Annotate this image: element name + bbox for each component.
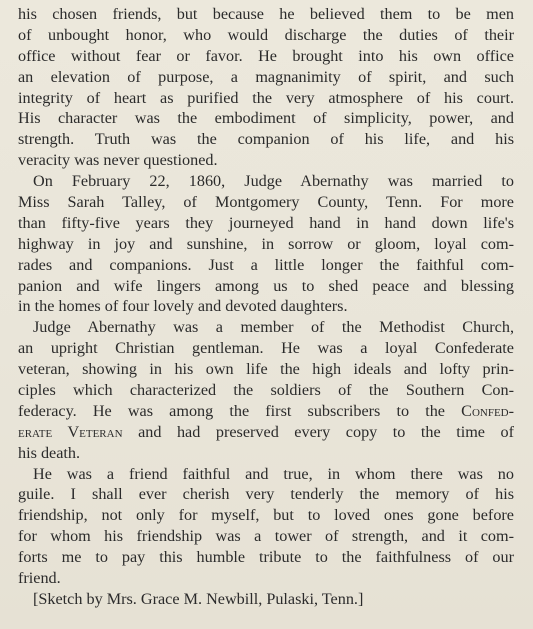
text-line: forts me to pay this humble tribute to the faithfulness of our: [18, 548, 514, 567]
text-line: his death.: [18, 443, 81, 462]
author-credit: [Sketch by Mrs. Grace M. Newbill, Pulaski, Tenn.]: [33, 589, 364, 608]
text-line: an upright Christian gentleman. He was a loyal Confederate: [18, 339, 514, 358]
text-line: Judge Abernathy was a member of the Methodist Church,: [33, 318, 514, 337]
text-line: office without fear or favor. He brought into his own office: [18, 46, 514, 65]
text-line: ciples which characterized the soldiers of the Southern Con-: [18, 381, 514, 400]
text-line: his chosen friends, but because he believed them to be men: [18, 5, 514, 23]
text-line: friend.: [18, 569, 61, 588]
text-line: He was a friend faithful and true, in whom there was no: [33, 464, 514, 483]
text-line: veteran, showing in his own life the high ideals and lofty prin-: [18, 360, 514, 379]
paragraph-tribute: [18, 464, 514, 589]
text-line: panion and wife lingers among us to shed peace and blessing: [18, 276, 514, 295]
text-line: rades and companions. Just a little longer the faithful com-: [18, 255, 514, 274]
line-text: and had preserved every copy to the time of: [138, 422, 514, 441]
text-line: His character was the embodiment of simplicity, power, and: [18, 109, 514, 128]
paragraph-church-veteran: [18, 317, 514, 463]
text-line: friendship, not only for myself, but to loved ones gone before: [18, 506, 514, 525]
text-line: integrity of heart as purified the very atmosphere of his court.: [18, 88, 514, 107]
text-line: guile. I shall ever cherish very tenderly the memory of his: [18, 485, 514, 504]
text-line: strength. Truth was the companion of his life, and his: [18, 130, 514, 149]
text-line: Miss Sarah Talley, of Montgomery County, Tenn. For more: [18, 193, 514, 212]
paragraph-character: [18, 4, 514, 171]
text-line: in the homes of four lovely and devoted daughters.: [18, 297, 348, 316]
article-text: [18, 4, 514, 610]
text-line: for whom his friendship was a tower of strength, and it com-: [18, 527, 514, 546]
text-line: [18, 401, 514, 422]
paragraph-marriage: [18, 171, 514, 317]
text-line: highway in joy and sunshine, in sorrow or gloom, loyal com-: [18, 234, 514, 253]
publication-title-part: erate Veteran: [18, 422, 123, 441]
text-line: veracity was never questioned.: [18, 151, 218, 170]
text-line: than fifty-five years they journeyed hand in hand down life's: [18, 213, 514, 232]
publication-title-part: Confed-: [461, 401, 514, 420]
text-line: [18, 422, 514, 443]
line-text: federacy. He was among the first subscribers to the: [18, 401, 445, 420]
text-line: of unbought honor, who would discharge the duties of their: [18, 25, 514, 44]
text-line: an elevation of purpose, a magnanimity of spirit, and such: [18, 67, 514, 86]
attribution: [18, 589, 514, 610]
text-line: On February 22, 1860, Judge Abernathy was married to: [33, 172, 514, 191]
